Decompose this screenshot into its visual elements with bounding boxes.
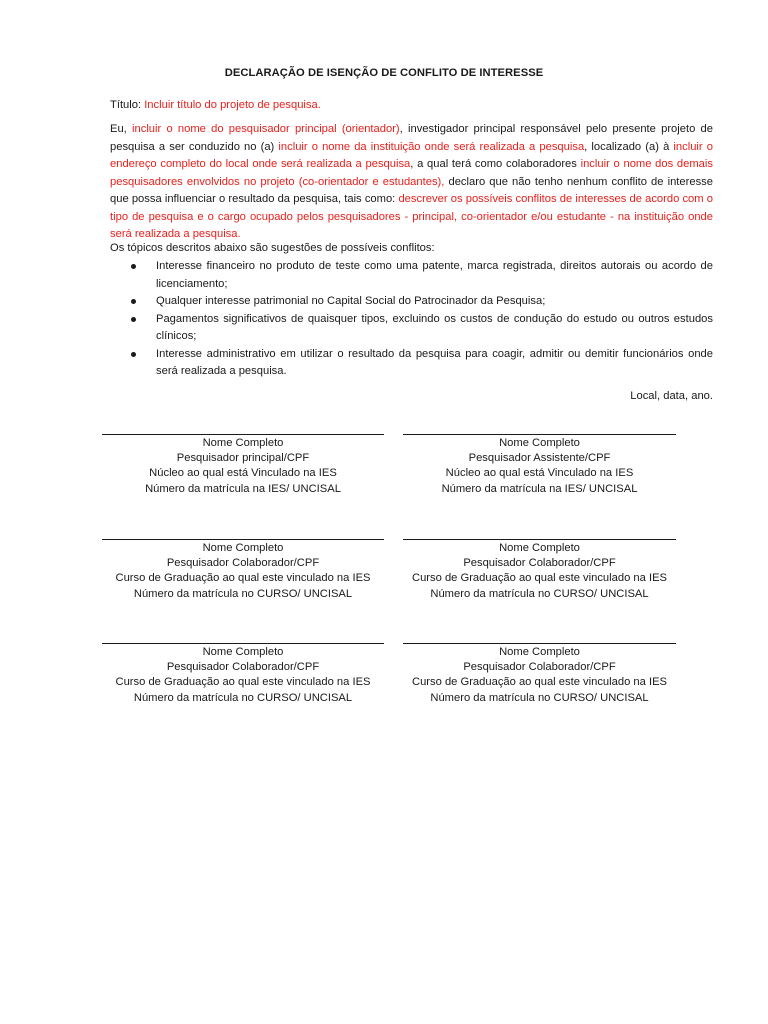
signature-role: Pesquisador Assistente/CPF [468, 452, 611, 465]
signature-name: Nome Completo [499, 646, 580, 658]
list-item-text: Pagamentos significativos de quaisquer tipos, excluindo os custos de condução do estudo ou outros estudos clínicos; [156, 312, 713, 342]
signature-name: Nome Completo [499, 437, 580, 449]
placeholder-institution: incluir o nome da instituição onde será realizada a pesquisa [278, 140, 585, 153]
project-title-placeholder: Incluir título do projeto de pesquisa. [144, 99, 321, 111]
signature-block-assistant [403, 434, 676, 497]
bullet-icon [131, 299, 136, 304]
placeholder-conflicts: descrever os possíveis conflitos de interesses de acordo com o tipo de pesquisa e o cargo ocupado pelos pesquisadores - principal, co-orientador e/ou estudante - na instituição onde será realizada a pesquisa. [110, 193, 713, 240]
list-item-text: Qualquer interesse patrimonial no Capital Social do Patrocinador da Pesquisa; [156, 295, 546, 307]
signature-name: Nome Completo [499, 542, 580, 554]
placeholder-address: incluir o endereço completo do local onde será realizada a pesquisa [110, 140, 713, 170]
bullet-icon [131, 352, 136, 357]
place-date-line: Local, data, ano. [630, 390, 713, 402]
conflict-topics-list [110, 258, 713, 381]
signature-block-collaborator [102, 643, 384, 706]
signature-registration: Número da matrícula no CURSO/ UNCISAL [133, 587, 353, 600]
signature-registration: Número da matrícula na IES/ UNCISAL [441, 482, 638, 495]
paragraph-text: , localizado (a) à [584, 140, 674, 153]
signature-affiliation: Curso de Graduação ao qual este vinculado na IES [412, 676, 667, 689]
signature-name: Nome Completo [202, 437, 284, 449]
topics-intro: Os tópicos descritos abaixo são sugestões de possíveis conflitos: [110, 242, 435, 254]
placeholder-principal-investigator: incluir o nome do pesquisador principal (orientador) [132, 123, 400, 135]
signature-registration: Número da matrícula no CURSO/ UNCISAL [133, 691, 353, 704]
declaration-paragraph [110, 121, 713, 244]
signature-affiliation: Núcleo ao qual está Vinculado na IES [445, 467, 634, 480]
signature-block-collaborator [102, 539, 384, 602]
list-item [110, 258, 713, 293]
signature-block-principal [102, 434, 384, 497]
signature-affiliation: Curso de Graduação ao qual este vinculado na IES [115, 676, 371, 689]
signature-role: Pesquisador Colaborador/CPF [166, 557, 320, 570]
signature-block-collaborator [403, 643, 676, 706]
paragraph-text: Eu, [110, 123, 133, 135]
signature-role: Pesquisador principal/CPF [176, 452, 310, 465]
paragraph-text: , investigador principal responsável pelo presente projeto de pesquisa a ser conduzido no (a) [110, 123, 713, 153]
project-title-line [110, 97, 713, 115]
signature-name: Nome Completo [202, 646, 284, 658]
signature-registration: Número da matrícula no CURSO/ UNCISAL [430, 587, 649, 600]
paragraph-text: , a qual terá como colaboradores [410, 158, 581, 170]
list-item [110, 346, 713, 381]
document-title: DECLARAÇÃO DE ISENÇÃO DE CONFLITO DE INTERESSE [224, 67, 544, 79]
project-title-label: Título: [110, 99, 145, 111]
placeholder-collaborators: incluir o nome dos demais pesquisadores envolvidos no projeto (co-orientador e estudantes), [110, 158, 713, 188]
signature-affiliation: Curso de Graduação ao qual este vinculado na IES [412, 572, 667, 585]
paragraph-text: declaro que não tenho nenhum conflito de interesse que possa influenciar o resultado da pesquisa, tais como: [110, 175, 713, 205]
list-item [110, 293, 713, 311]
signature-registration: Número da matrícula na IES/ UNCISAL [145, 482, 341, 495]
bullet-icon [131, 264, 136, 269]
signature-affiliation: Curso de Graduação ao qual este vinculado na IES [115, 572, 371, 585]
signature-registration: Número da matrícula no CURSO/ UNCISAL [430, 691, 649, 704]
signature-block-collaborator [403, 539, 676, 602]
signature-name: Nome Completo [202, 542, 284, 554]
bullet-icon [131, 317, 136, 322]
signature-role: Pesquisador Colaborador/CPF [463, 661, 616, 674]
list-item [110, 311, 713, 346]
signature-role: Pesquisador Colaborador/CPF [463, 557, 616, 570]
signature-affiliation: Núcleo ao qual está Vinculado na IES [149, 467, 337, 480]
list-item-text: Interesse financeiro no produto de teste como uma patente, marca registrada, direitos autorais ou acordo de licenciamento; [156, 260, 713, 290]
signature-role: Pesquisador Colaborador/CPF [166, 661, 320, 674]
list-item-text: Interesse administrativo em utilizar o resultado da pesquisa para coagir, admitir ou demitir funcionários onde será realizada a pesquisa. [156, 347, 713, 377]
